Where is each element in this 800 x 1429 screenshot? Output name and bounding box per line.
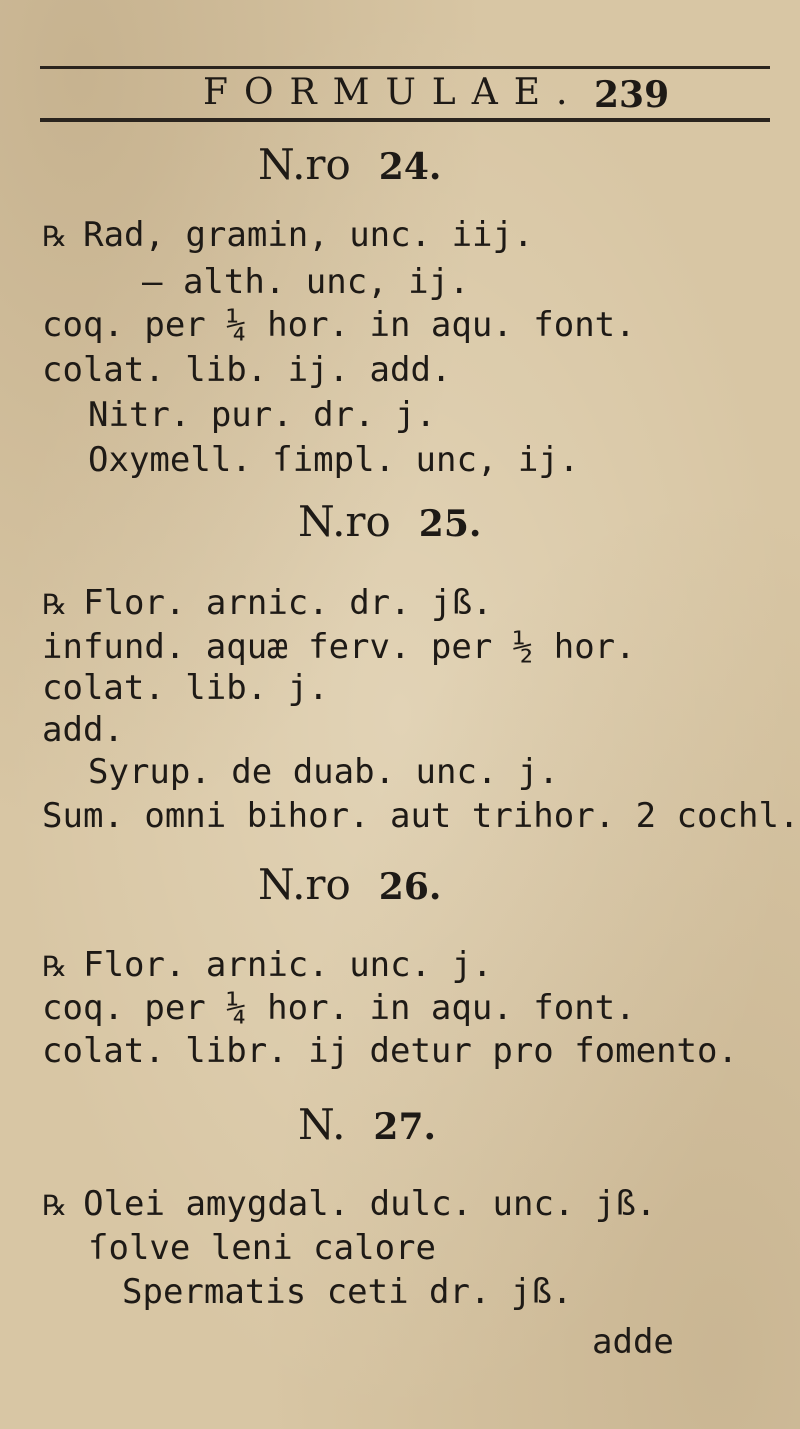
recipe-line: — alth. unc, ij. [142,262,470,302]
recipe-line: ℞ Rad, gramin, unc. iij. [42,215,534,255]
recipe-line: ℞ Olei amygdal. dulc. unc. jß. [42,1184,657,1224]
recipe-line: ℞ Flor. arnic. dr. jß. [42,583,493,623]
recipe-symbol: ℞ [42,950,68,983]
recipe-heading-prefix: N.ro [298,497,391,546]
catchword: adde [592,1322,674,1362]
recipe-line: Spermatis ceti dr. jß. [122,1272,573,1312]
recipe-heading-prefix: N.ro [258,140,351,189]
recipe-line: colat. libr. ij detur pro fomento. [42,1031,738,1071]
page-number: 239 [594,74,670,116]
recipe-heading [258,860,441,909]
recipe-line: ſolve leni calore [88,1228,436,1268]
recipe-line: infund. aquæ ferv. per ½ hor. [42,627,636,667]
recipe-line: Sum. omni bihor. aut trihor. 2 cochl. [42,796,800,836]
recipe-heading-number: 27. [373,1106,437,1148]
recipe-heading-number: 25. [418,503,482,545]
recipe-line: add. [42,710,124,750]
top-rule [40,66,770,69]
recipe-heading-prefix: N.ro [258,860,351,909]
recipe-heading-number: 26. [378,866,442,908]
recipe-line: colat. lib. j. [42,668,329,708]
recipe-heading [258,140,441,189]
recipe-line: coq. per ¼ hor. in aqu. font. [42,988,636,1028]
recipe-heading [298,497,481,546]
running-head: FORMULAE. [203,72,584,113]
recipe-heading [298,1100,436,1149]
recipe-heading-number: 24. [378,146,442,188]
bottom-rule [40,118,770,122]
recipe-symbol: ℞ [42,588,68,621]
recipe-line: colat. lib. ij. add. [42,350,452,390]
recipe-heading-prefix: N. [298,1100,346,1149]
recipe-line: coq. per ¼ hor. in aqu. font. [42,305,636,345]
recipe-line: Oxymell. ſimpl. unc, ij. [88,440,580,480]
recipe-line: Syrup. de duab. unc. j. [88,752,559,792]
recipe-symbol: ℞ [42,220,68,253]
recipe-line: Nitr. pur. dr. j. [88,395,436,435]
recipe-line: ℞ Flor. arnic. unc. j. [42,945,493,985]
recipe-symbol: ℞ [42,1189,68,1222]
